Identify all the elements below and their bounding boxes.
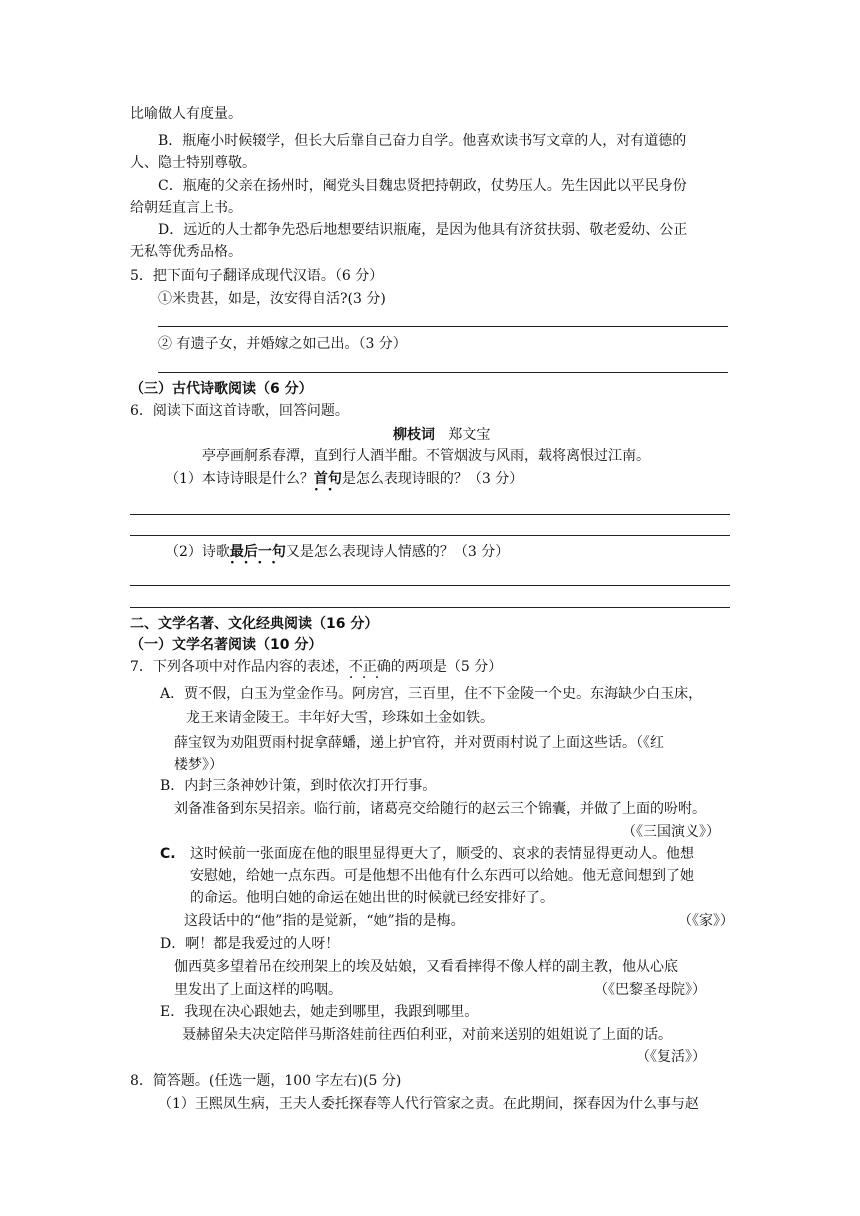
q7-option-d-source: （《巴黎圣母院》） [594, 982, 706, 998]
q7-option-b-source: （《三国演义》） [622, 824, 720, 840]
q4-option-c-line1: C．瓶庵的父亲在扬州时，阉党头目魏忠贤把持朝政，仗势压人。先生因此以平民身份 [158, 178, 687, 194]
answer-line[interactable] [158, 326, 728, 327]
q6-sub1-emphasis: 首句 · · [314, 469, 342, 489]
q7-option-b-desc: 刘备准备到东吴招亲。临行前，诸葛亮交给随行的赵云三个锦囊，并做了上面的吩咐。 [174, 801, 706, 817]
q4-option-b-line1: B．瓶庵小时候辍学，但长大后靠自己奋力自学。他喜欢读书写文章的人，对有道德的 [158, 133, 687, 149]
q8-title: 8．简答题。(任选一题，100 字左右)(5 分) [130, 1073, 402, 1089]
q6-sub2-pre: （2）诗歌 [165, 544, 230, 560]
q7-option-c-quote-2: 安慰她，给她一点东西。可是他想不出他有什么东西可以给她。他无意间想到了她 [190, 868, 694, 884]
q7-option-d-desc-1: 伽西莫多望着吊在绞刑架上的埃及姑娘，又看看摔得不像人样的副主教，他从心底 [174, 959, 678, 975]
q4-option-c-line2: 给朝廷直言上书。 [130, 200, 242, 216]
q5-sentence-1: ①米贵甚，如是，汝安得自活?(3 分) [158, 291, 386, 307]
q8-sub1: （1）王熙凤生病，王夫人委托探春等人代行管家之责。在此期间，探春因为什么事与赵 [158, 1096, 699, 1112]
q7-option-d-quote: D．啊！都是我爱过的人呀！ [160, 936, 340, 952]
q6-sub1-post: 是怎么表现诗眼的？（3 分） [341, 471, 524, 487]
q7-option-e-source: （《复活》） [636, 1049, 706, 1065]
q6-sub2-emphasis: 最后一句 · · [230, 542, 286, 562]
q5-sentence-2: ② 有遗子女，并婚嫁之如己出。（3 分） [158, 336, 407, 352]
q4-option-d-line2: 无私等优秀品格。 [130, 244, 242, 260]
answer-line[interactable] [130, 607, 730, 608]
q6-sub2 [165, 542, 509, 562]
q5-title: 5．把下面句子翻译成现代汉语。（6 分） [130, 268, 384, 284]
q7-title [130, 657, 502, 677]
q6-title: 6．阅读下面这首诗歌，回答问题。 [130, 403, 349, 419]
answer-line[interactable] [130, 514, 730, 515]
q7-option-a-quote-1: A．贾不假，白玉为堂金作马。阿房宫，三百里，住不下金陵一个史。东海缺少白玉床， [160, 686, 703, 702]
q6-sub1-pre: （1）本诗诗眼是什么？ [165, 471, 314, 487]
q6-sub2-post: 又是怎么表现诗人情感的？（3 分） [285, 544, 510, 560]
q7-option-a-desc-1: 薛宝钗为劝阻贾雨村捉拿薛蟠，递上护官符，并对贾雨村说了上面这些话。（《红 [174, 735, 664, 751]
q7-option-e-desc: 聂赫留朵夫决定陪伴马斯洛娃前往西伯利亚，对前来送别的姐姐说了上面的话。 [182, 1027, 672, 1043]
q7-option-d-desc-2: 里发出了上面这样的呜咽。 [174, 982, 342, 998]
section-3-title: （三）古代诗歌阅读（6 分） [130, 381, 313, 397]
part-2-title: 二、文学名著、文化经典阅读（16 分） [130, 616, 379, 632]
q7-option-a-desc-2: 楼梦》） [174, 757, 223, 773]
q6-sub1 [165, 469, 523, 489]
q4-option-b-line2: 人、隐士特别尊敬。 [130, 155, 256, 171]
q7-title-pre: 7．下列各项中对作品内容的表述， [130, 659, 349, 675]
q7-option-c-desc: 这段话中的“他”指的是觉新，“她”指的是梅。 [184, 913, 465, 929]
answer-line[interactable] [130, 535, 730, 536]
q7-title-post: 的两项是（5 分） [390, 659, 503, 675]
q7-option-c-quote-3: 的命运。他明白她的命运在她出世的时候就已经安排好了。 [190, 890, 554, 906]
q7-option-c-source: （《家》） [678, 913, 734, 929]
poem-author: 郑文宝 [448, 427, 491, 443]
q4-option-a-tail: 比喻做人有度量。 [130, 106, 242, 122]
part-2-subtitle: （一）文学名著阅读（10 分） [130, 637, 323, 653]
answer-line[interactable] [158, 372, 728, 373]
poem-heading [393, 425, 490, 445]
q7-option-c-label: C. [160, 846, 176, 862]
q4-option-d-line1: D．远近的人士都争先恐后地想要结识瓶庵，是因为他具有济贫扶弱、敬老爱幼、公正 [158, 222, 688, 238]
q7-option-a-quote-2: 龙王来请金陵王。丰年好大雪，珍珠如土金如铁。 [186, 710, 494, 726]
poem-text: 亭亭画舸系春潭，直到行人酒半酣。不管烟波与风雨，载将离恨过江南。 [202, 448, 650, 464]
q7-option-c-quote-1: 这时候前一张面庞在他的眼里显得更大了，顺受的、哀求的表情显得更动人。他想 [190, 846, 694, 862]
q7-title-emphasis: 不正确 · · · [349, 657, 391, 677]
poem-title: 柳枝词 [393, 427, 435, 443]
q7-option-e-quote: E．我现在决心跟她去，她走到哪里，我跟到哪里。 [160, 1004, 479, 1020]
q7-option-b-quote: B．内封三条神妙计策，到时依次打开行事。 [160, 778, 437, 794]
answer-line[interactable] [130, 585, 730, 586]
